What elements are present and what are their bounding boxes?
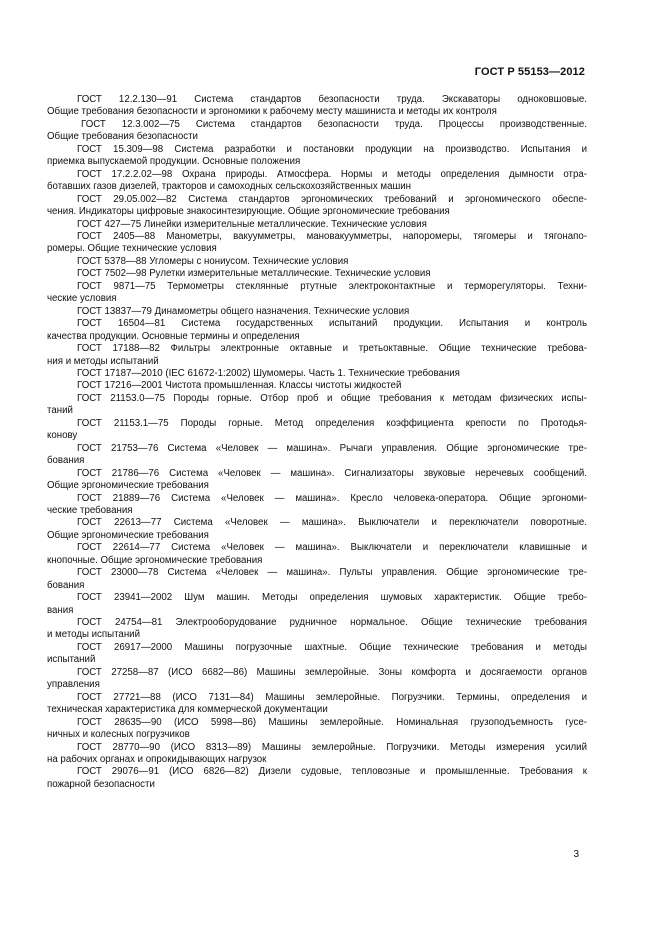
reference-entry (47, 617, 587, 642)
reference-line: ГОСТ 28770—90 (ИСО 8313—89) Машины землеройные. Погрузчики. Методы измерения усилий (77, 741, 587, 753)
reference-line: ческие условия (47, 293, 117, 305)
reference-line: Общие требования безопасности и эргономики к рабочему месту машиниста и методы их контроля (47, 106, 497, 118)
reference-line: ГОСТ 12.3.002—75 Система стандартов безопасности труда. Процессы производственные. (81, 118, 587, 130)
reference-line: ГОСТ 5378—88 Угломеры с нониусом. Технические условия (77, 255, 349, 267)
reference-entry (47, 169, 587, 194)
document-code-header: ГОСТ Р 55153—2012 (474, 66, 585, 78)
normative-references-list (47, 94, 587, 791)
reference-line: ГОСТ 23000—78 Система «Человек — машина». Пульты управления. Общие эргономические тре- (77, 567, 587, 579)
reference-line: приемка выпускаемой продукции. Основные положения (47, 156, 301, 168)
reference-line: ГОСТ 17.2.2.02—98 Охрана природы. Атмосфера. Нормы и методы определения дымности отра- (77, 168, 587, 180)
reference-line: ния и методы испытаний (47, 355, 159, 367)
reference-line: ГОСТ 21153.0—75 Породы горные. Отбор проб и общие требования к методам физических испы- (77, 392, 587, 404)
reference-line: ГОСТ 17188—82 Фильтры электронные октавные и третьоктавные. Общие технические требова- (77, 343, 587, 355)
reference-line: ГОСТ 9871—75 Термометры стеклянные ртутные электроконтактные и терморегуляторы. Техни- (77, 280, 587, 292)
reference-line: ГОСТ 7502—98 Рулетки измерительные металлические. Технические условия (77, 268, 431, 280)
reference-entry (47, 468, 587, 493)
reference-line: ГОСТ 23941—2002 Шум машин. Методы определения шумовых характеристик. Общие требо- (77, 592, 587, 604)
reference-entry (47, 144, 587, 169)
reference-entry (47, 766, 587, 791)
reference-entry (47, 542, 587, 567)
reference-line: Общие эргономические требования (47, 480, 209, 492)
reference-line: таний (47, 405, 73, 417)
reference-entry (47, 517, 587, 542)
reference-line: ГОСТ 29.05.002—82 Система стандартов эргономических требований и эргономического обеспе- (77, 193, 587, 205)
reference-line: ГОСТ 21753—76 Система «Человек — машина». Рычаги управления. Общие эргономические тре- (77, 442, 587, 454)
reference-line: ГОСТ 15.309—98 Система разработки и постановки продукции на производство. Испытания и (77, 143, 587, 155)
reference-line: и методы испытаний (47, 629, 140, 641)
reference-line: ческие требования (47, 504, 133, 516)
reference-line: ромеры. Общие технические условия (47, 243, 217, 255)
reference-entry (47, 742, 587, 767)
reference-line: ГОСТ 24754—81 Электрооборудование рудничное нормальное. Общие технические требования (77, 617, 587, 629)
reference-entry (47, 194, 587, 219)
reference-line: ГОСТ 427—75 Линейки измерительные металлические. Технические условия (77, 218, 427, 230)
reference-line: кнопочные. Общие эргономические требования (47, 554, 263, 566)
reference-entry (47, 667, 587, 692)
reference-line: на рабочих органах и опрокидывающих нагрузок (47, 754, 267, 766)
reference-entry (47, 493, 587, 518)
reference-line: техническая характеристика для коммерческой документации (47, 704, 328, 716)
reference-entry (47, 306, 587, 318)
reference-entry (47, 268, 587, 280)
reference-entry (47, 567, 587, 592)
reference-line: ГОСТ 21153.1—75 Породы горные. Метод определения коэффициента крепости по Протодья- (77, 417, 587, 429)
reference-line: бования (47, 579, 85, 591)
reference-line: качества продукции. Основные термины и определения (47, 330, 300, 342)
reference-line: ГОСТ 22614—77 Система «Человек — машина». Выключатели и переключатели клавишные и (77, 542, 587, 554)
reference-line: бования (47, 455, 85, 467)
reference-entry (47, 219, 587, 231)
reference-line: ГОСТ 2405—88 Манометры, вакуумметры, мановакуумметры, напоромеры, тягомеры и тягонапо- (77, 230, 587, 242)
reference-line: Общие требования безопасности (47, 131, 198, 143)
reference-line: ГОСТ 17216—2001 Чистота промышленная. Классы чистоты жидкостей (77, 380, 402, 392)
reference-line: ГОСТ 29076—91 (ИСО 6826—82) Дизели судовые, тепловозные и промышленные. Требования к (77, 766, 587, 778)
reference-entry (47, 119, 587, 144)
reference-entry (47, 592, 587, 617)
reference-entry (47, 256, 587, 268)
reference-entry (47, 368, 587, 380)
reference-line: ГОСТ 27258—87 (ИСО 6682—86) Машины землеройные. Зоны комфорта и досягаемости органов (77, 666, 587, 678)
reference-line: ГОСТ 21889—76 Система «Человек — машина». Кресло человека-оператора. Общие эргономи- (77, 492, 587, 504)
reference-line: управления (47, 679, 100, 691)
reference-entry (47, 418, 587, 443)
reference-line: ГОСТ 16504—81 Система государственных испытаний продукции. Испытания и контроль (77, 318, 587, 330)
reference-entry (47, 318, 587, 343)
page-number: 3 (573, 849, 579, 860)
reference-line: чения. Индикаторы цифровые знакосинтезирующие. Общие эргономические требования (47, 206, 450, 218)
reference-line: ботавших газов дизелей, тракторов и самоходных сельскохозяйственных машин (47, 181, 412, 193)
reference-entry (47, 281, 587, 306)
reference-line: ничных и колесных погрузчиков (47, 729, 190, 741)
reference-entry (47, 94, 587, 119)
reference-line: ГОСТ 22613—77 Система «Человек — машина». Выключатели и переключатели поворотные. (77, 517, 587, 529)
reference-line: вания (47, 604, 74, 616)
reference-entry (47, 717, 587, 742)
reference-line: испытаний (47, 654, 96, 666)
reference-line: ГОСТ 12.2.130—91 Система стандартов безопасности труда. Экскаваторы одноковшовые. (77, 94, 587, 105)
reference-line: Общие эргономические требования (47, 529, 209, 541)
reference-line: ГОСТ 13837—79 Динамометры общего назначения. Технические условия (77, 305, 410, 317)
reference-line: пожарной безопасности (47, 778, 155, 790)
reference-entry (47, 380, 587, 392)
reference-line: ГОСТ 28635—90 (ИСО 5998—86) Машины землеройные. Номинальная грузоподъемность гусе- (77, 716, 587, 728)
reference-entry (47, 343, 587, 368)
reference-line: ГОСТ 26917—2000 Машины погрузочные шахтные. Общие технические требования и методы (77, 641, 587, 653)
reference-line: ГОСТ 17187—2010 (IEC 61672-1:2002) Шумомеры. Часть 1. Технические требования (77, 367, 460, 379)
reference-entry (47, 692, 587, 717)
reference-line: конову (47, 430, 78, 442)
reference-line: ГОСТ 21786—76 Система «Человек — машина». Сигнализаторы звуковые неречевых сообщений. (77, 467, 587, 479)
reference-line: ГОСТ 27721—88 (ИСО 7131—84) Машины землеройные. Погрузчики. Термины, определения и (77, 691, 587, 703)
reference-entry (47, 231, 587, 256)
reference-entry (47, 443, 587, 468)
reference-entry (47, 393, 587, 418)
reference-entry (47, 642, 587, 667)
